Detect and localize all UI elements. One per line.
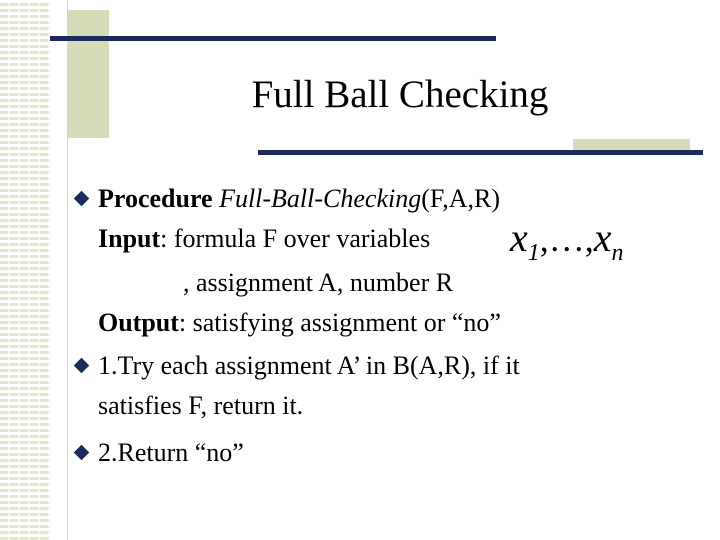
math-ellipsis: ,…, <box>539 219 594 259</box>
slide-title: Full Ball Checking <box>251 73 549 116</box>
output-line <box>98 306 501 340</box>
math-x1: $x_1$ <box>510 215 540 266</box>
title-bottom-rule <box>258 150 703 155</box>
bullet-icon <box>74 191 90 207</box>
left-stripe-decoration <box>0 0 50 540</box>
procedure-name: Full-Ball-Checking <box>219 184 422 213</box>
title-olive-block <box>67 10 109 138</box>
step1-line2: satisfies F, return it. <box>98 391 304 420</box>
procedure-keyword: Procedure <box>98 184 213 213</box>
procedure-line <box>98 182 500 216</box>
input-continuation: , assignment A, number R <box>183 268 454 297</box>
procedure-args: (F,A,R) <box>421 184 501 213</box>
math-xn: $x_n$ <box>593 215 624 266</box>
input-line <box>98 222 430 256</box>
output-label: Output <box>98 308 179 337</box>
title-top-rule <box>50 36 496 41</box>
step2-line: 2.Return “no” <box>98 438 244 467</box>
bullet-icon <box>74 445 90 461</box>
bullet-icon <box>74 358 90 374</box>
input-text: : formula F over variables <box>160 224 431 253</box>
input-label: Input <box>98 224 161 253</box>
output-text: : satisfying assignment or “no” <box>178 308 501 337</box>
math-variables <box>510 215 624 273</box>
step1-line1: 1.Try each assignment A’ in B(A,R), if it <box>98 351 520 380</box>
